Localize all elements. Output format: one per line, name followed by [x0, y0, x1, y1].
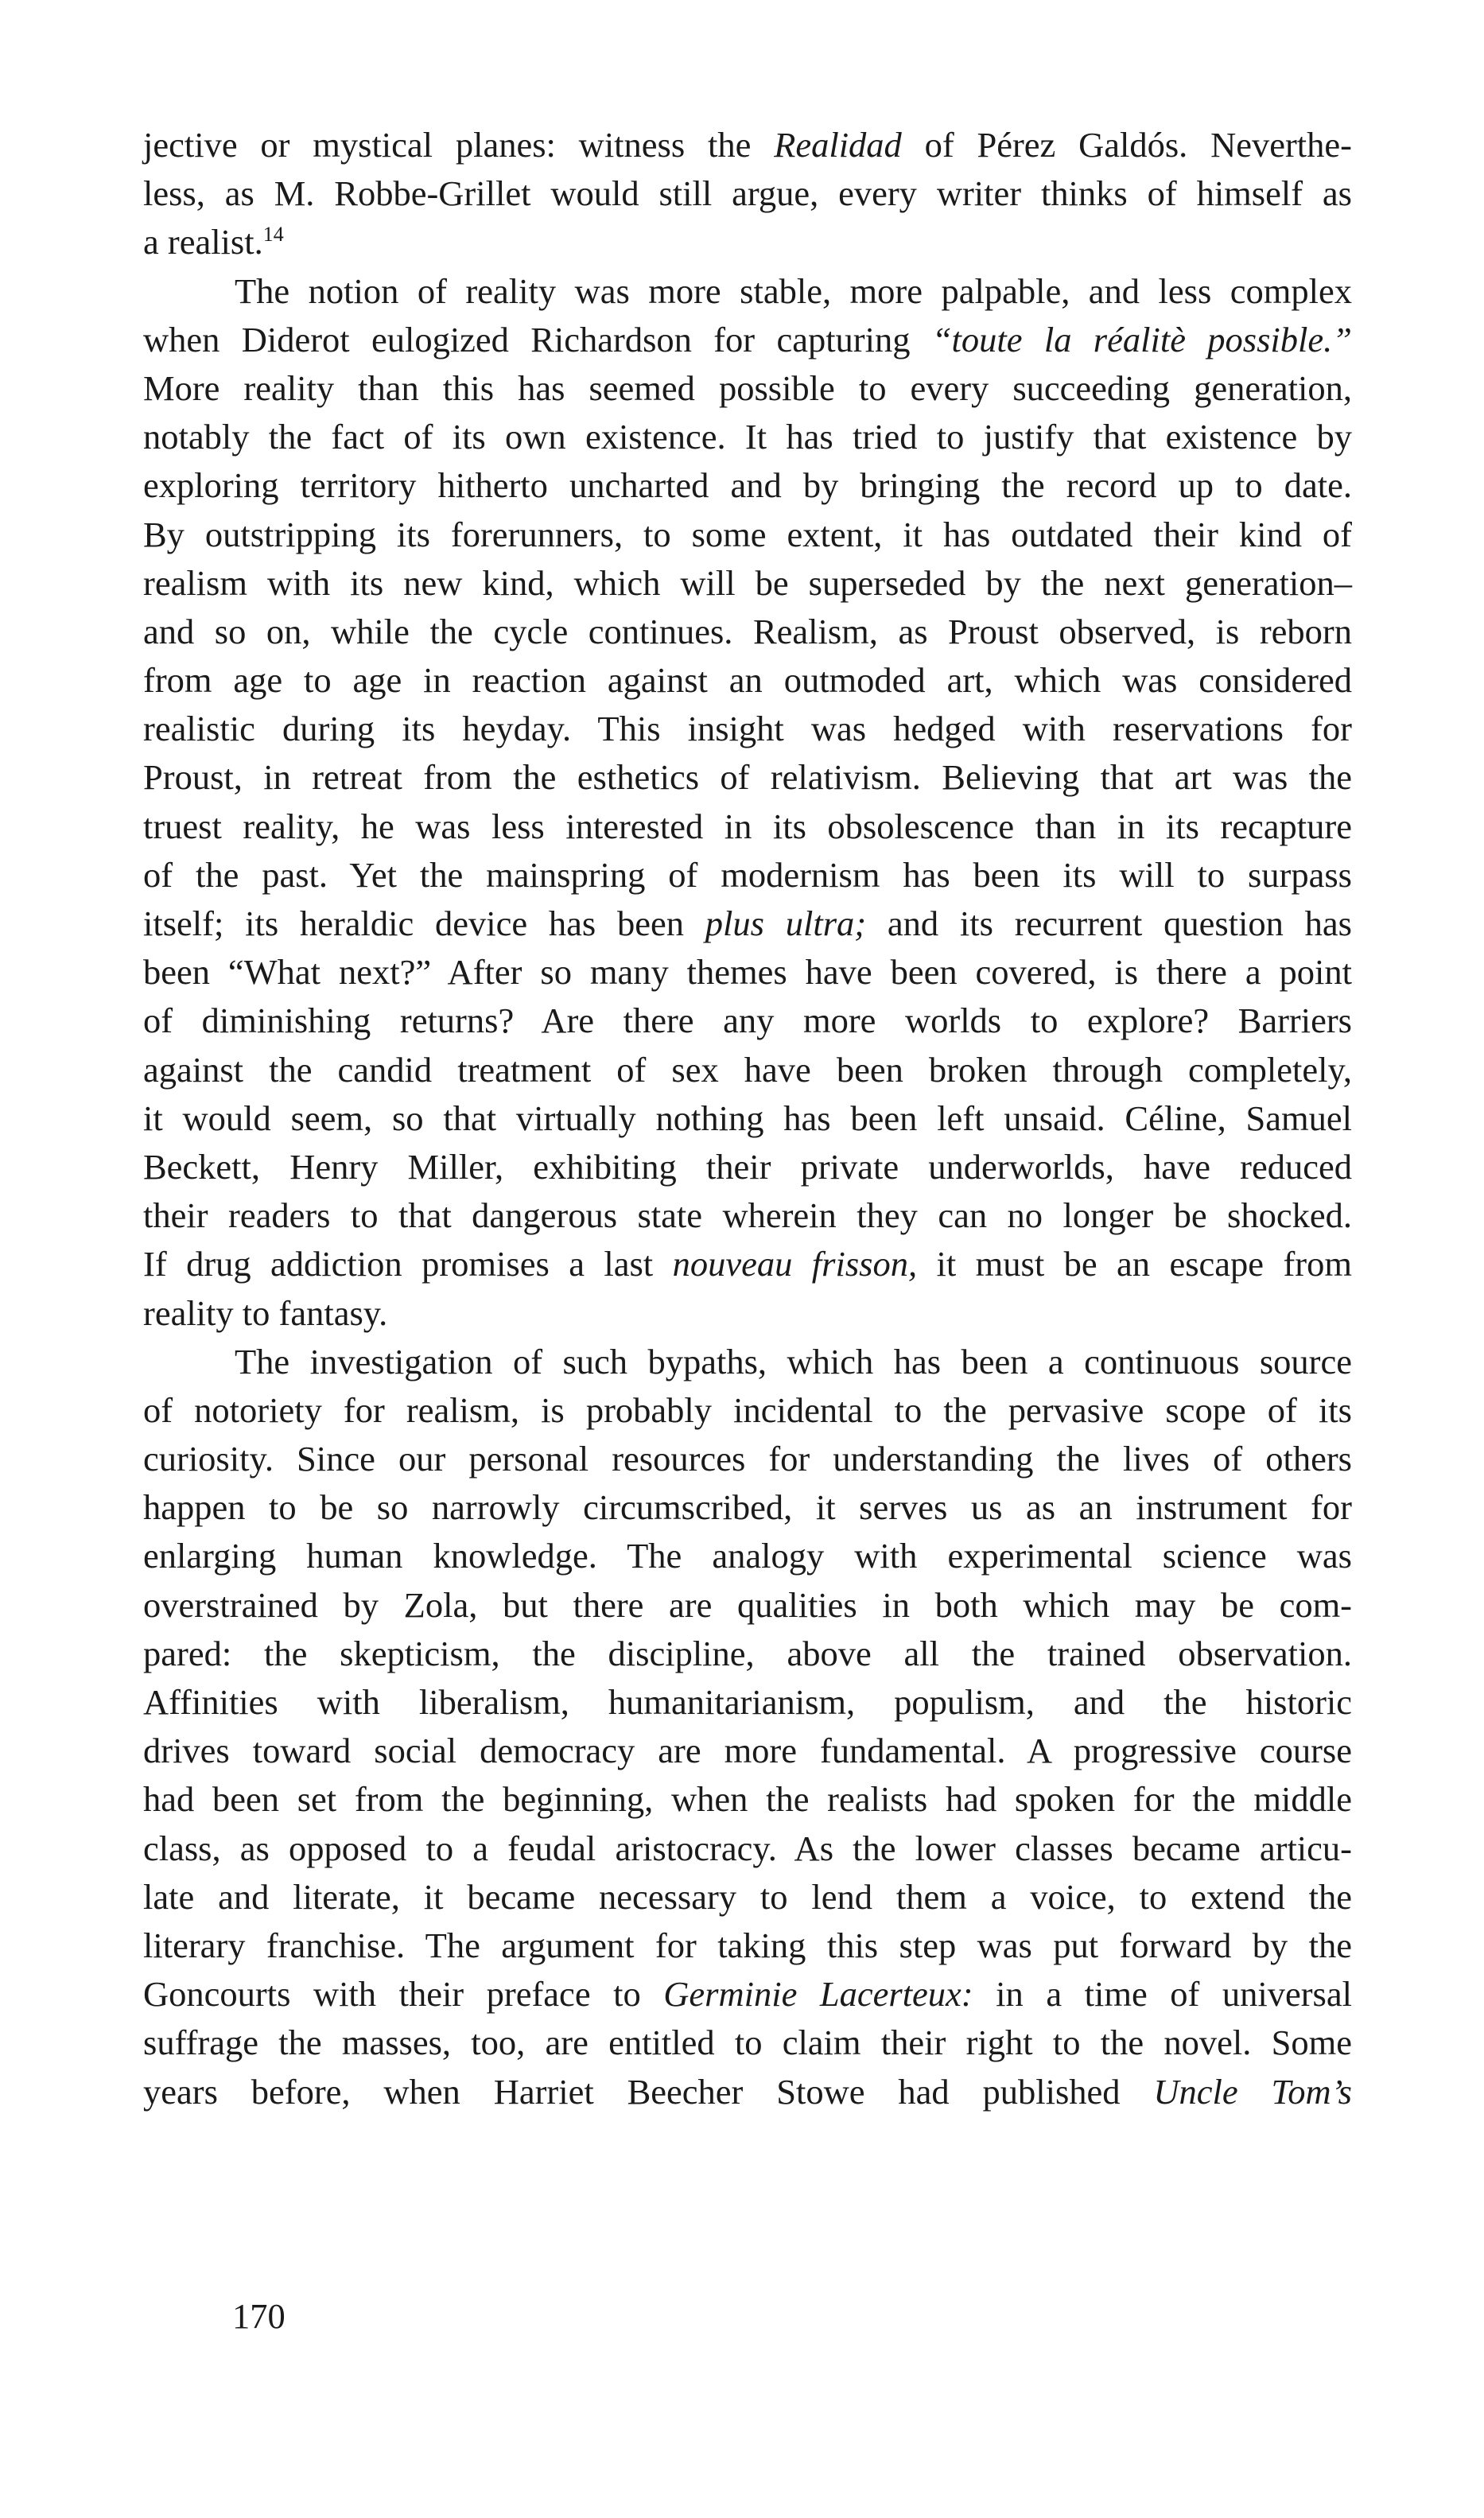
text-line: Affinities with liberalism, humanitarianism, populism, and the historic: [143, 1682, 1352, 1722]
text-line: realism with its new kind, which will be superseded by the next generation–: [143, 562, 1352, 603]
page-number: 170: [232, 2296, 286, 2336]
text-line: their readers to that dangerous state wherein they can no longer be shocked.: [143, 1195, 1352, 1236]
body-text: [143, 121, 1352, 2116]
text-line: late and literate, it became necessary to lend them a voice, to extend the: [143, 1876, 1352, 1917]
text-line: a realist.$^{14}$: [143, 222, 284, 262]
text-line: truest reality, he was less interested in its obsolescence than in its recapture: [143, 806, 1352, 846]
italic-text: Realidad: [774, 125, 902, 165]
paragraph-first-line: The investigation of such bypaths, which has been a continuous source: [235, 1341, 1352, 1381]
text-line: Beckett, Henry Miller, exhibiting their private underworlds, have reduced: [143, 1146, 1352, 1187]
text-line: happen to be so narrowly circumscribed, it serves us as an instrument for: [143, 1487, 1352, 1528]
text-line: literary franchise. The argument for taking this step was put forward by the: [143, 1925, 1352, 1965]
footnote-marker: 14: [262, 223, 284, 247]
text-line: been “What next?” After so many themes have been covered, is there a point: [143, 952, 1352, 993]
text-line: Proust, in retreat from the esthetics of relativism. Believing that art was the: [143, 757, 1352, 798]
text-line: it would seem, so that virtually nothing has been left unsaid. Céline, Samuel: [143, 1098, 1352, 1138]
text-line: from age to age in reaction against an outmoded art, which was considered: [143, 660, 1352, 701]
text-line: of diminishing returns? Are there any more worlds to explore? Barriers: [143, 1001, 1352, 1041]
text-line: years before, when Harriet Beecher Stowe had published Uncle Tom’s: [143, 2071, 1352, 2112]
text-line: drives toward social democracy are more fundamental. A progressive course: [143, 1731, 1352, 1771]
text-line: curiosity. Since our personal resources for understanding the lives of others: [143, 1439, 1352, 1479]
italic-text: nouveau frisson,: [672, 1244, 918, 1284]
text-line: class, as opposed to a feudal aristocracy. As the lower classes became articu-: [143, 1828, 1352, 1868]
paragraph-first-line: The notion of reality was more stable, more palpable, and less complex: [235, 270, 1352, 311]
italic-text: Germinie Lacerteux:: [663, 1974, 973, 2015]
text-line: realistic during its heyday. This insight was hedged with reservations for: [143, 709, 1352, 749]
text-line: If drug addiction promises a last nouveau frisson, it must be an escape from: [143, 1244, 1352, 1284]
text-line: exploring territory hitherto uncharted and by bringing the record up to date.: [143, 465, 1352, 506]
text-line: jective or mystical planes: witness the Realidad of Pérez Galdós. Neverthe-: [143, 125, 1352, 165]
text-line: suffrage the masses, too, are entitled to claim their right to the novel. Some: [143, 2023, 1352, 2063]
text-line: More reality than this has seemed possible to every succeeding generation,: [143, 367, 1352, 408]
text-line: less, as M. Robbe-Grillet would still argue, every writer thinks of himself as: [143, 173, 1352, 214]
italic-text: plus ultra;: [705, 903, 867, 943]
text-line: had been set from the beginning, when the realists had spoken for the middle: [143, 1779, 1352, 1820]
text-line: overstrained by Zola, but there are qualities in both which may be com-: [143, 1584, 1352, 1625]
text-line: notably the fact of its own existence. It has tried to justify that existence by: [143, 417, 1352, 457]
text-line: By outstripping its forerunners, to some extent, it has outdated their kind of: [143, 514, 1352, 554]
text-line: and so on, while the cycle continues. Realism, as Proust observed, is reborn: [143, 611, 1352, 651]
text-line: enlarging human knowledge. The analogy with experimental science was: [143, 1536, 1352, 1576]
text-line: against the candid treatment of sex have been broken through completely,: [143, 1049, 1352, 1090]
text-line: of the past. Yet the mainspring of modernism has been its will to surpass: [143, 854, 1352, 895]
italic-text: “toute la réalitè possible.”: [931, 319, 1352, 359]
text-line: pared: the skepticism, the discipline, above all the trained observation.: [143, 1633, 1352, 1673]
text-line: Goncourts with their preface to Germinie Lacerteux: in a time of universal: [143, 1974, 1352, 2015]
text-line: itself; its heraldic device has been plus ultra; and its recurrent question has: [143, 903, 1353, 943]
italic-text: Uncle Tom’s: [1153, 2071, 1352, 2112]
text-line: when Diderot eulogized Richardson for capturing “toute la réalitè possible.”: [143, 319, 1352, 359]
text-line: of notoriety for realism, is probably incidental to the pervasive scope of its: [143, 1389, 1352, 1430]
text-line: reality to fantasy.: [143, 1292, 388, 1333]
